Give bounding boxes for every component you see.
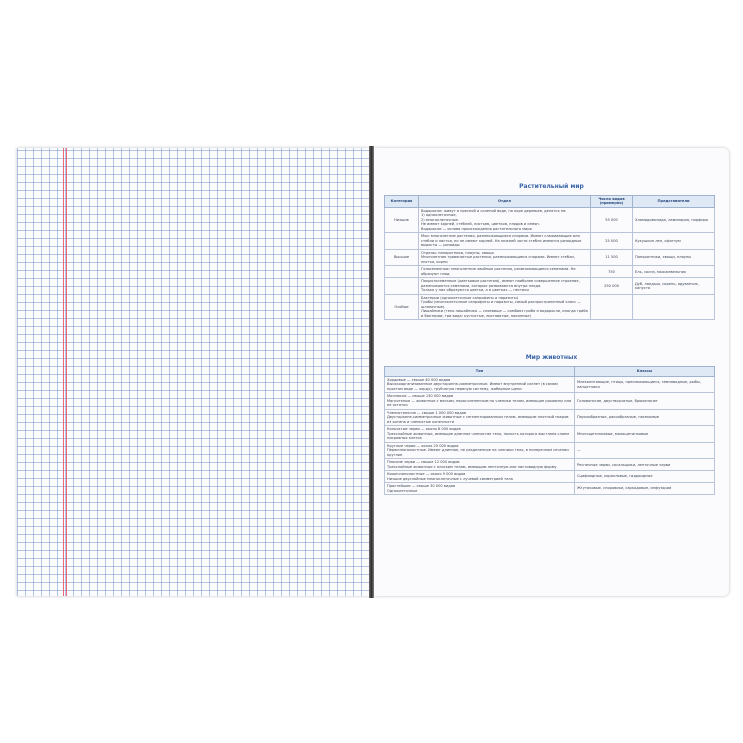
animal-type-cell: Круглые черви — около 20 000 видов Первичнополостные. Имеют длинное, не разделенное на членики тело, в поперечном сечении круглое — [385, 442, 575, 458]
animal-type-cell: Простейшие — свыше 30 000 видов Одноклеточные — [385, 483, 575, 495]
plants-header-row — [385, 196, 715, 208]
table-row — [385, 249, 715, 265]
plant-count-cell — [591, 294, 633, 319]
plant-examples-cell: Кукушкин лен, сфагнум — [633, 233, 715, 249]
header-category: Категория — [385, 196, 419, 208]
plant-count-cell: 25 000 — [591, 233, 633, 249]
plant-category-cell: Низшие — [385, 207, 419, 232]
animal-classes-cell: Паукообразные, ракообразные, насекомые — [575, 409, 715, 425]
plant-division-cell: Бактерии (одноклеточные сапрофиты и паразиты) Грибы (многоклеточные сапрофиты и паразиты, самый распространенный класс — шляпочные). Лишайники (тело лишайника — слоевище — симбиоз гриба и водоросли, иногда гриба и бактерии; три вида: кустистые, листоватые, накипные) — [419, 294, 591, 319]
plant-examples-cell: Ель, сосна, можжевельник — [633, 266, 715, 278]
table-row — [385, 483, 715, 495]
animals-header-row — [385, 367, 715, 377]
animal-type-cell: Хордовые — свыше 40 000 видов Высокоорганизованные двусторонне-симметричные. Имеют внутренний скелет (в самом простом виде — хорду), трубчатую нервную систему, жаберные щели — [385, 377, 575, 393]
table-row — [385, 294, 715, 319]
plants-table — [384, 195, 715, 320]
animal-type-cell: Кольчатые черви — около 8 000 видов Трехслойные животные, имеющие длинное членистое тело, полость которого выстлана слоем покровных клеток — [385, 426, 575, 442]
plant-division-cell: Мхи: многолетние растения, размножающиеся спорами. Имеют слаживающие или стебли и листья, но не имеют корней. На нижней части стебля имеются ризоидные выросты — ризоиды — [419, 233, 591, 249]
table-row — [385, 377, 715, 393]
animal-type-cell: Плоские черви — свыше 12 000 видов Трехслойные животные с плоским телом, имеющим ленточную или листовидную форму — [385, 459, 575, 471]
header-division: Отдел — [419, 196, 591, 208]
plant-examples-cell: Дуб, ландыш, сирень, одуванчик, капуста — [633, 278, 715, 294]
table-row — [385, 471, 715, 483]
open-notebook — [17, 148, 729, 596]
table-row — [385, 393, 715, 409]
table-row — [385, 426, 715, 442]
plant-category-cell — [385, 266, 419, 278]
table-row — [385, 442, 715, 458]
animal-classes-cell: Многощетинковые, малощетинковые — [575, 426, 715, 442]
plant-division-cell: Голосеменные: многолетние хвойные растения, размножающиеся семенами. Не образуют плод — [419, 266, 591, 278]
animal-classes-cell: Ресничные черви, сосальщики, ленточные черви — [575, 459, 715, 471]
plant-division-cell: Покрытосеменные (цветковые растения), имеют наиболее совершенное строение, размножаются семенами, которые развиваются внутри плода. Только у них образуются цветки, а в цветках — пестики — [419, 278, 591, 294]
plant-examples-cell — [633, 294, 715, 319]
red-margin-line — [63, 148, 67, 596]
plant-category-cell: Высшие — [385, 249, 419, 265]
header-type: Тип — [385, 367, 575, 377]
plant-category-cell — [385, 278, 419, 294]
header-classes: Классы — [575, 367, 715, 377]
table-row — [385, 233, 715, 249]
plant-count-cell: 11 500 — [591, 249, 633, 265]
animal-classes-cell: Млекопитающие, птицы, пресмыкающиеся, земноводные, рыбы, ланцетники — [575, 377, 715, 393]
animal-type-cell: Моллюски — свыше 130 000 видов Мягкотелые — животные с мягким, нерасчлененным на членики телом, имеющие раковину или ее остатки — [385, 393, 575, 409]
animals-table — [384, 366, 715, 495]
reference-page — [374, 148, 729, 596]
animal-classes-cell: — — [575, 442, 715, 458]
plant-category-cell: Особые — [385, 294, 419, 319]
plant-category-cell — [385, 233, 419, 249]
table-row — [385, 459, 715, 471]
plant-examples-cell: Хламидомонада, ламинария, порфира — [633, 207, 715, 232]
table-row — [385, 207, 715, 232]
animal-type-cell: Членистоногие — свыше 1 000 000 видов Двусторонне-симметричные животные с сегментированным телом, имеющим плотный покров из хитина и членистые конечности — [385, 409, 575, 425]
plant-count-cell: 750 — [591, 266, 633, 278]
animal-type-cell: Кишечнополостные — около 9 000 видов Низшие двуслойные многоклеточные с лучевой симметрией тела — [385, 471, 575, 483]
header-count: Число видов (примерно) — [591, 196, 633, 208]
plant-examples-cell: Папоротники, хвощи, плауны — [633, 249, 715, 265]
plant-count-cell: 55 000 — [591, 207, 633, 232]
plant-count-cell: 250 000 — [591, 278, 633, 294]
animal-classes-cell: Сцифоидные, коралловые, гидроидные — [575, 471, 715, 483]
table-row — [385, 266, 715, 278]
header-examples: Представители — [633, 196, 715, 208]
plants-title: Растительный мир — [519, 183, 584, 190]
animal-classes-cell: Жгутиковые, споровики, саркодовые, инфузории — [575, 483, 715, 495]
plant-division-cell: Отделы: папоротники, плауны, хвощи Многолетние травянистые растения, размножающиеся спорами. Имеют стебли, листья, корни — [419, 249, 591, 265]
grid-page — [17, 148, 369, 596]
table-row — [385, 278, 715, 294]
plant-division-cell: Водоросли: живут в пресной и соленой воде, на коре деревьев, делятся на: 1) одноклеточные, 2) многоклеточные. Не имеют корней, стеблей, листьев, цветков, плодов и семян. Водоросли — основа происхождения растительного мира — [419, 207, 591, 232]
animals-title: Мир животных — [525, 354, 578, 361]
table-row — [385, 409, 715, 425]
animal-classes-cell: Головоногие, двустворчатые, брюхоногие — [575, 393, 715, 409]
